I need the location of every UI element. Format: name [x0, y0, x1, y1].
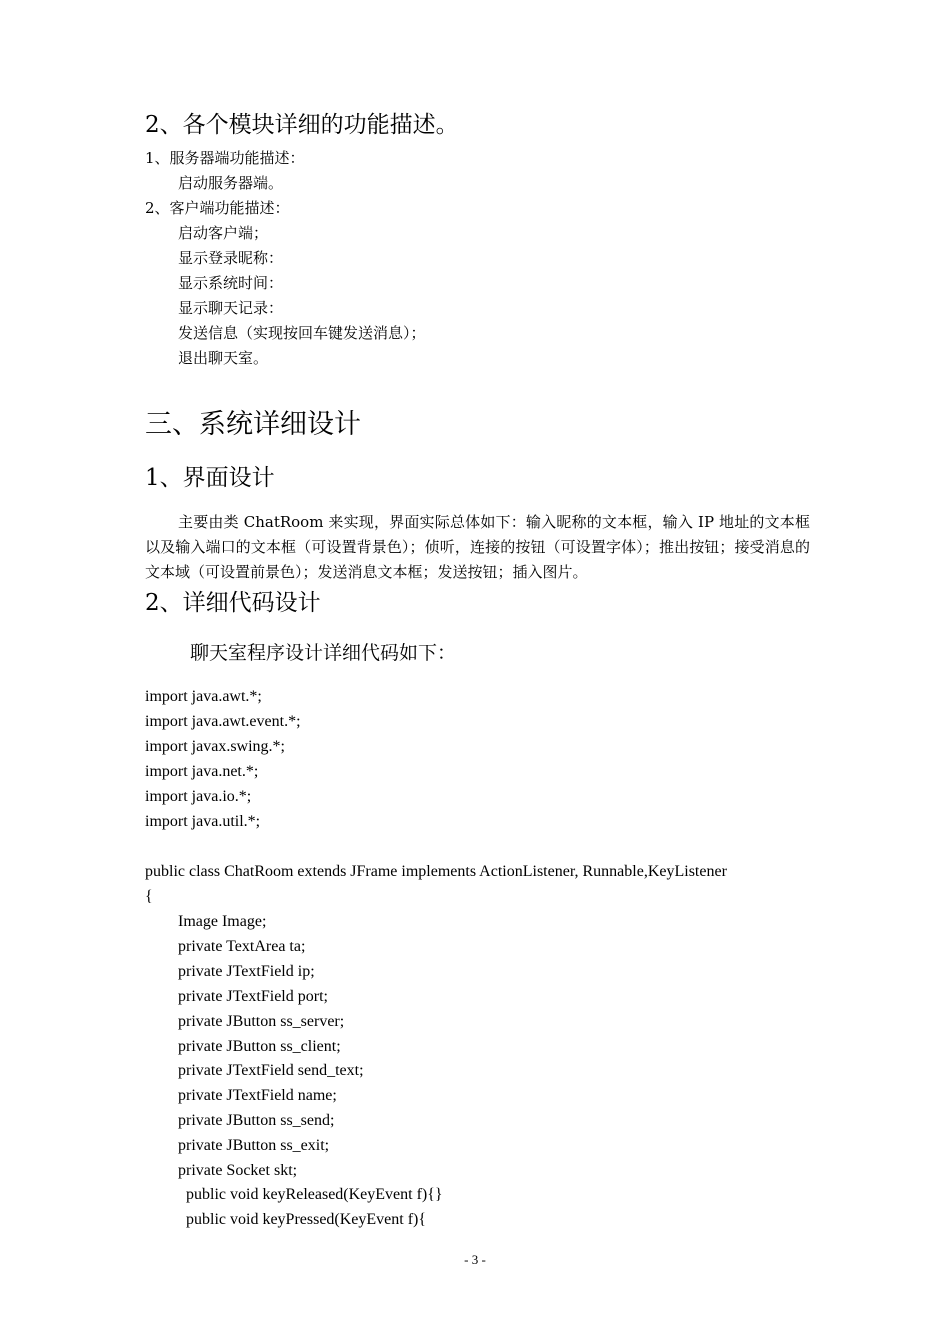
section-heading-ui-design: 1、界面设计 — [145, 465, 275, 491]
code-line-class-declaration: public class ChatRoom extends JFrame implements ActionListener, Runnable,KeyListener — [145, 863, 727, 880]
code-line-import: import java.awt.event.*; — [145, 713, 301, 730]
code-line-field: private JTextField ip; — [178, 963, 315, 980]
code-line-field: private JButton ss_client; — [178, 1038, 341, 1055]
code-line-method: public void keyReleased(KeyEvent f){} — [186, 1186, 443, 1203]
server-functions-title: 1、服务器端功能描述： — [145, 149, 305, 167]
client-function-item: 显示聊天记录： — [178, 299, 284, 317]
code-line-method: public void keyPressed(KeyEvent f){ — [186, 1211, 427, 1228]
client-function-item: 发送信息（实现按回车键发送消息）； — [178, 324, 426, 342]
code-line-import: import java.io.*; — [145, 788, 252, 805]
code-line-field: private JTextField send_text; — [178, 1062, 364, 1079]
client-function-item: 启动客户端； — [178, 224, 269, 242]
page-number: - 3 - — [464, 1252, 486, 1267]
chapter-heading-detailed-design: 三、系统详细设计 — [145, 409, 361, 440]
section-heading-code-design: 2、详细代码设计 — [145, 590, 321, 616]
code-line-field: private JTextField port; — [178, 988, 328, 1005]
client-function-item: 退出聊天室。 — [178, 349, 269, 367]
client-function-item: 显示登录昵称： — [178, 249, 284, 267]
code-line-field: Image Image; — [178, 913, 267, 930]
code-line-import: import java.net.*; — [145, 763, 259, 780]
code-line-field: private JButton ss_exit; — [178, 1137, 330, 1154]
code-line-field: private Socket skt; — [178, 1162, 298, 1179]
code-line-import: import java.awt.*; — [145, 688, 262, 705]
client-function-item: 显示系统时间： — [178, 274, 284, 292]
server-function-item: 启动服务器端。 — [178, 174, 284, 192]
code-line-import: import javax.swing.*; — [145, 738, 285, 755]
code-line-field: private JButton ss_send; — [178, 1112, 335, 1129]
section-heading-module-functions: 2、各个模块详细的功能描述。 — [145, 112, 459, 138]
code-intro-text: 聊天室程序设计详细代码如下： — [190, 642, 457, 664]
code-line-open-brace: { — [145, 888, 153, 905]
client-functions-title: 2、客户端功能描述： — [145, 199, 290, 217]
code-line-field: private JButton ss_server; — [178, 1013, 345, 1030]
code-line-field: private JTextField name; — [178, 1087, 337, 1104]
ui-design-paragraph: 主要由类 ChatRoom 来实现，界面实际总体如下：输入昵称的文本框，输入 IP 地址的文本框以及输入端口的文本框（可设置背景色）；侦听，连接的按钮（可设置字体）；推出按钮；接受消息的文本域（可设置前景色）；发送消息文本框；发送按钮；插入图片。 — [145, 513, 810, 581]
code-line-import: import java.util.*; — [145, 813, 261, 830]
code-line-field: private TextArea ta; — [178, 938, 306, 955]
